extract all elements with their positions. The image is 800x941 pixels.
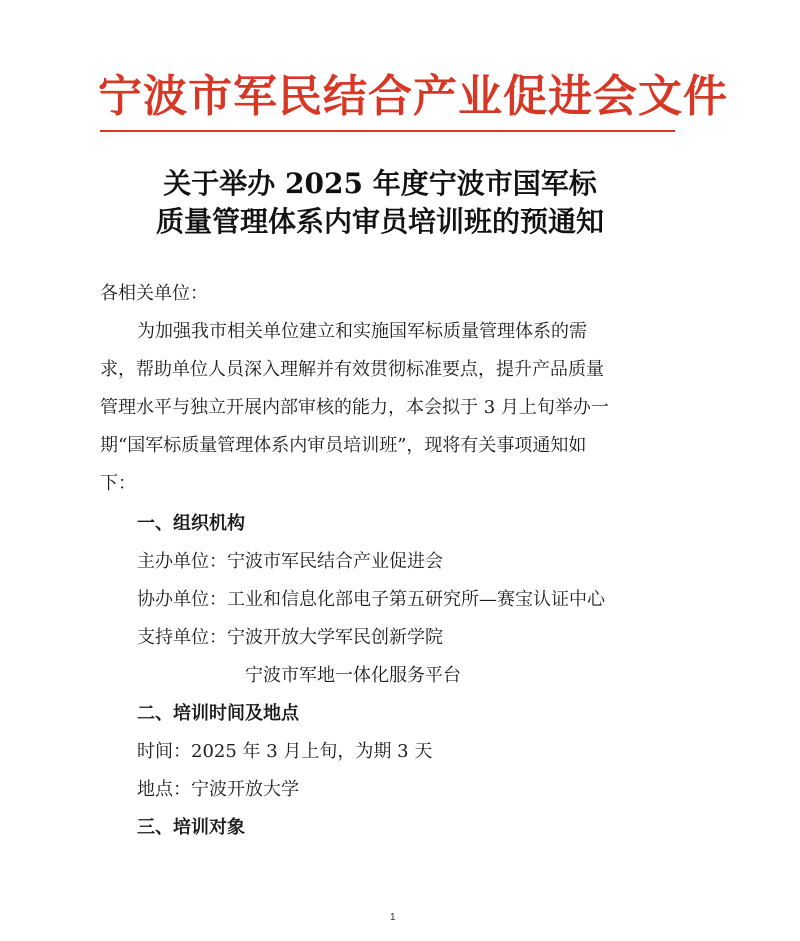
section-heading-audience: 三、培训对象 — [137, 817, 245, 838]
section-heading-organization: 一、组织机构 — [137, 513, 245, 534]
training-place: 地点：宁波开放大学 — [137, 779, 299, 800]
document-title-line1: 关于举办 2025 年度宁波市国军标 — [163, 167, 597, 200]
salutation: 各相关单位： — [100, 283, 208, 304]
supporter-continued: 宁波市军地一体化服务平台 — [245, 665, 461, 686]
header-rule — [100, 130, 675, 132]
intro-line: 期“国军标质量管理体系内审员培训班”，现将有关事项通知如 — [100, 435, 587, 456]
section-heading-time-place: 二、培训时间及地点 — [137, 703, 299, 724]
page-number: 1 — [390, 912, 396, 923]
intro-line: 求，帮助单位人员深入理解并有效贯彻标准要点，提升产品质量 — [100, 359, 604, 380]
intro-line: 为加强我市相关单位建立和实施国军标质量管理体系的需 — [137, 321, 587, 342]
training-time: 时间：2025 年 3 月上旬，为期 3 天 — [137, 741, 433, 762]
intro-line: 下： — [100, 473, 136, 494]
document-title-line2: 质量管理体系内审员培训班的预通知 — [155, 205, 604, 238]
supporter: 支持单位：宁波开放大学军民创新学院 — [137, 627, 443, 648]
document-header: 宁波市军民结合产业促进会文件 — [98, 71, 728, 122]
co-organizer: 协办单位：工业和信息化部电子第五研究所—赛宝认证中心 — [137, 589, 605, 610]
intro-line: 管理水平与独立开展内部审核的能力，本会拟于 3 月上旬举办一 — [100, 397, 609, 418]
organizer: 主办单位：宁波市军民结合产业促进会 — [137, 551, 443, 572]
